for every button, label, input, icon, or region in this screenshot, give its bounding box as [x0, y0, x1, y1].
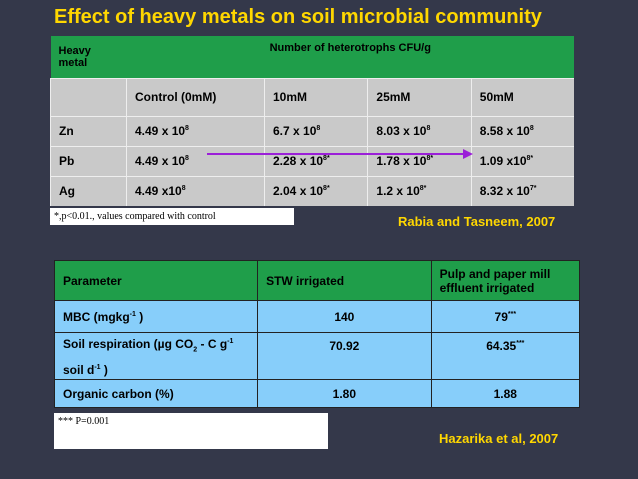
metal-label: Pb [51, 146, 127, 176]
stw-value: 70.92 [258, 333, 432, 380]
value-cell: 2.04 x $10^{8*}$ [265, 176, 368, 206]
heavy-metals-table [50, 36, 574, 206]
col-header: Control (0mM) [127, 78, 265, 116]
value-cell: 4.49 x $10^8$ [127, 116, 265, 146]
irrigation-table [54, 260, 580, 408]
header-heterotrophs: Number of heterotrophs CFU/g [127, 36, 575, 78]
significance-note-1: *,p<0.01., values compared with control [50, 208, 294, 225]
metal-label: Zn [51, 116, 127, 146]
header-pulp: Pulp and paper mill effluent irrigated [431, 261, 579, 301]
significance-note-2: *** P=0.001 [54, 413, 328, 449]
header-parameter: Parameter [55, 261, 258, 301]
arrow-icon [205, 148, 475, 160]
value-cell: 4.49 $x10^8$ [127, 176, 265, 206]
value-cell: 1.78 x $10^{8*}$ [368, 146, 471, 176]
col-header: 25mM [368, 78, 471, 116]
citation-hazarika: Hazarika et al, 2007 [439, 431, 559, 446]
pulp-value: 64.35*** [431, 333, 579, 380]
pulp-value: 79*** [431, 301, 579, 333]
col-header: 10mM [265, 78, 368, 116]
empty-cell [51, 78, 127, 116]
value-cell: 8.58 x $10^8$ [471, 116, 574, 146]
slide-title: Effect of heavy metals on soil microbial community [54, 6, 542, 28]
col-header: 50mM [471, 78, 574, 116]
stw-value: 1.80 [258, 380, 432, 408]
stw-value: 140 [258, 301, 432, 333]
value-cell: 8.32 x $10^{7*}$ [471, 176, 574, 206]
value-cell: 1.09 $x10^{8*}$ [471, 146, 574, 176]
header-stw: STW irrigated [258, 261, 432, 301]
citation-rabia: Rabia and Tasneem, 2007 [398, 214, 556, 229]
value-cell: 1.2 x $10^{8*}$ [368, 176, 471, 206]
value-cell: 4.49 x $10^8$ [127, 146, 265, 176]
value-cell: 8.03 x $10^8$ [368, 116, 471, 146]
param-cell: MBC (mgkg$^{-1}$ ) [55, 301, 258, 333]
header-heavy-metal: Heavy metal [51, 36, 127, 78]
metal-label: Ag [51, 176, 127, 206]
value-cell: 6.7 x $10^8$ [265, 116, 368, 146]
param-cell: Soil respiration (µg $CO_2$ - C $g^{-1}$ soil $d^{-1}$ ) [55, 333, 258, 380]
value-cell: 2.28 x $10^{8*}$ [265, 146, 368, 176]
param-cell: Organic carbon (%) [55, 380, 258, 408]
pulp-value: 1.88 [431, 380, 579, 408]
